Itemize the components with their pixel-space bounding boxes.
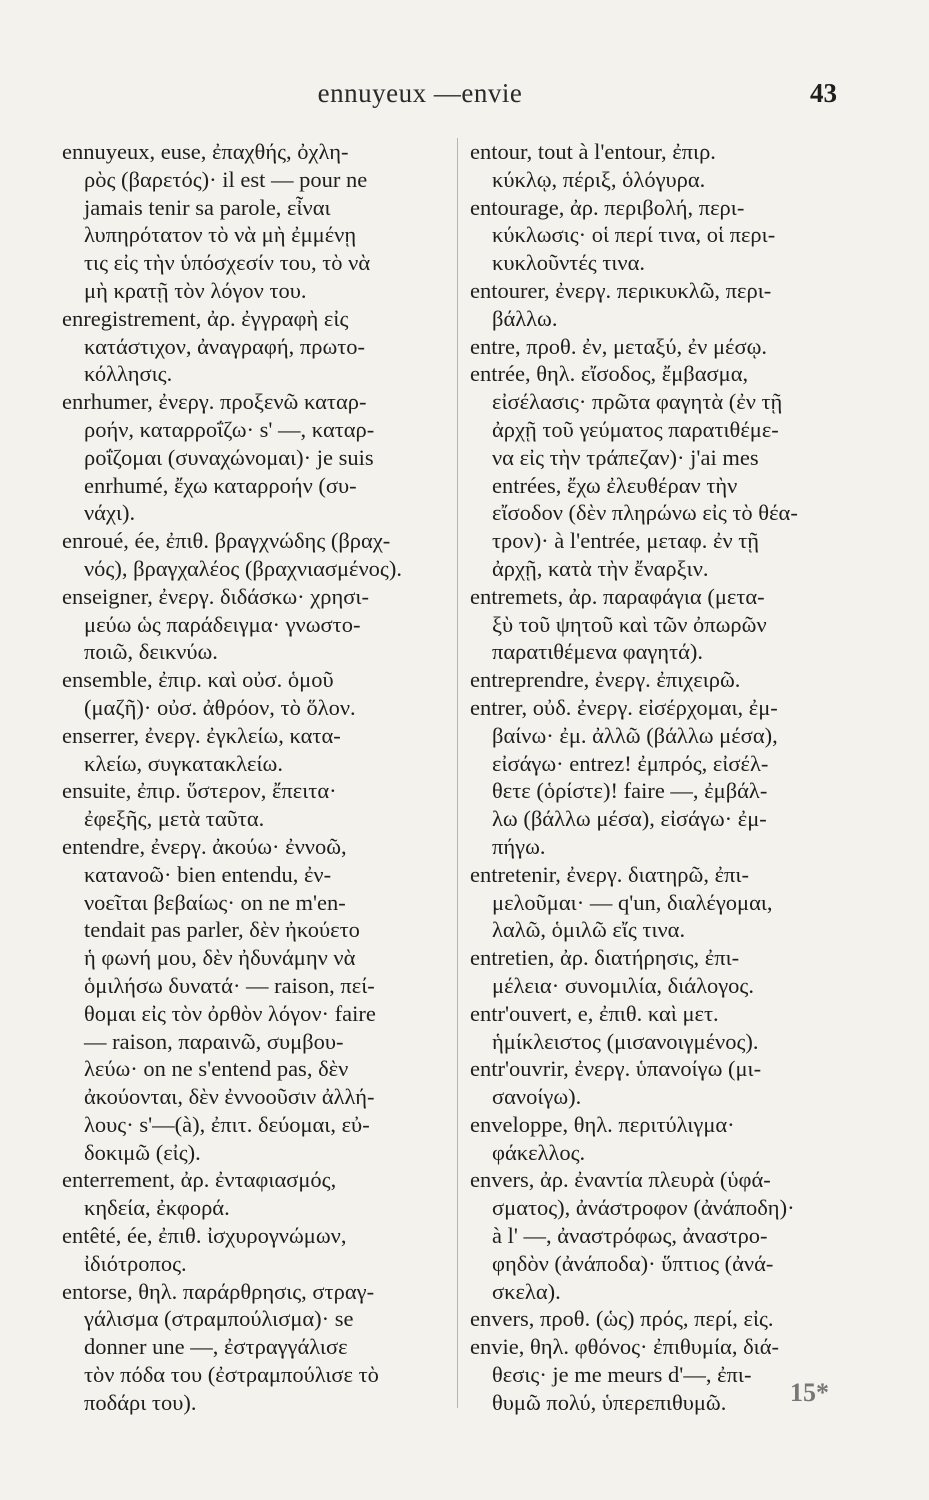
- entry-headword-line: enregistrement, ἀρ. ἐγγραφὴ εἰς: [62, 305, 349, 331]
- entry-continuation-line: ἡμίκλειστος (μισανοιγμένος).: [492, 1028, 759, 1054]
- entry-continuation-line: λεύω· on ne s'entend pas, δὲν: [84, 1056, 349, 1082]
- entry-continuation-line: donner une —, ἐστραγγάλισε: [84, 1334, 348, 1360]
- entry-continuation-line: θετε (ὁρίστε)! faire —, ἐμβάλ-: [492, 778, 768, 804]
- entry-headword-line: entêté, ée, ἐπιθ. ἰσχυρογνώμων,: [62, 1223, 347, 1249]
- entry-headword-line: entreprendre, ἐνεργ. ἐπιχειρῶ.: [470, 667, 741, 693]
- entry-continuation-line: ἡ φωνή μου, δὲν ἠδυνάμην νὰ: [84, 945, 356, 971]
- entry-continuation-line: λαλῶ, ὁμιλῶ εἴς τινα.: [492, 917, 686, 943]
- page-number: 43: [810, 78, 837, 108]
- entry-continuation-line: κύκλωσις· οἱ περί τινα, οἱ περι-: [492, 222, 776, 248]
- entry-continuation-line: νοεῖται βεβαίως· on ne m'en-: [84, 889, 346, 915]
- entry-headword-line: envie, θηλ. φθόνος· ἐπιθυμία, διά-: [470, 1334, 780, 1360]
- entry-continuation-line: ἀκούονται, δὲν ἐννοοῦσιν ἀλλή-: [84, 1084, 375, 1110]
- entry-headword-line: enseigner, ἐνεργ. διδάσκω· χρησι-: [62, 583, 369, 609]
- entry-continuation-line: σματος), ἀνάστροφον (ἀνάποδη)·: [492, 1195, 795, 1221]
- signature-mark: 15*: [790, 1378, 829, 1407]
- entry-continuation-line: μὴ κρατῇ τὸν λόγον του.: [84, 277, 307, 303]
- entry-headword-line: ennuyeux, euse, ἐπαχθής, ὀχλη-: [62, 139, 349, 164]
- entry-continuation-line: ἰδιότροπος.: [84, 1250, 187, 1276]
- entry-continuation-line: σανοίγω).: [492, 1084, 582, 1110]
- entry-continuation-line: τρον)· à l'entrée, μεταφ. ἐν τῇ: [492, 528, 760, 554]
- entry-continuation-line: φάκελλος.: [492, 1139, 586, 1165]
- entry-continuation-line: λω (βάλλω μέσα), εἰσάγω· ἐμ-: [492, 806, 767, 832]
- entry-continuation-line: κλείω, συγκατακλείω.: [84, 750, 283, 776]
- entry-continuation-line: ρὸς (βαρετός)· il est — pour ne: [84, 166, 368, 192]
- entry-headword-line: enrhumer, ἐνεργ. προξενῶ καταρ-: [62, 389, 367, 415]
- right-column: [470, 138, 862, 1417]
- entry-headword-line: entorse, θηλ. παράρθρησις, στραγ-: [62, 1278, 375, 1304]
- entry-continuation-line: εἴσοδον (δὲν πληρώνω εἰς τὸ θέα-: [492, 500, 798, 526]
- entry-continuation-line: βαίνω· ἐμ. ἀλλῶ (βάλλω μέσα),: [492, 722, 778, 748]
- column-divider: [457, 138, 458, 1408]
- entry-continuation-line: τὸν πόδα του (ἐστραμπούλισε τὸ: [84, 1362, 379, 1388]
- entry-continuation-line: μέλεια· συνομιλία, διάλογος.: [492, 972, 754, 998]
- entry-headword-line: entourage, ἀρ. περιβολή, περι-: [470, 194, 745, 220]
- entry-continuation-line: jamais tenir sa parole, εἶναι: [84, 194, 331, 220]
- entry-continuation-line: enrhumé, ἔχω καταρροήν (συ-: [84, 472, 357, 498]
- entry-continuation-line: θεσις· je me meurs d'—, ἐπι-: [492, 1362, 752, 1388]
- entry-continuation-line: ποδάρι του).: [84, 1389, 197, 1415]
- entry-headword-line: entrer, οὐδ. ἐνεργ. εἰσέρχομαι, ἐμ-: [470, 694, 778, 720]
- running-head: [0, 78, 929, 118]
- entry-continuation-line: τις εἰς τὴν ὑπόσχεσίν του, τὸ νὰ: [84, 250, 371, 276]
- entry-continuation-line: θομαι εἰς τὸν ὀρθὸν λόγον· faire: [84, 1000, 376, 1026]
- entry-continuation-line: κυκλοῦντές τινα.: [492, 250, 645, 276]
- entry-continuation-line: ποιῶ, δεικνύω.: [84, 639, 218, 665]
- entry-headword-line: entretien, ἀρ. διατήρησις, ἐπι-: [470, 945, 740, 971]
- entry-continuation-line: κατάστιχον, ἀναγραφή, πρωτο-: [84, 333, 366, 359]
- entry-continuation-line: ὁμιλήσω δυνατά· — raison, πεί-: [84, 972, 375, 998]
- entry-continuation-line: πήγω.: [492, 833, 546, 859]
- entry-continuation-line: να εἰς τὴν τράπεζαν)· j'ai mes: [492, 444, 759, 470]
- entry-continuation-line: εἰσάγω· entrez! ἐμπρός, εἰσέλ-: [492, 750, 769, 776]
- entry-continuation-line: ροήν, καταρροΐζω· s' —, καταρ-: [84, 416, 375, 442]
- entry-headword-line: entretenir, ἐνεργ. διατηρῶ, ἐπι-: [470, 861, 749, 887]
- entry-headword-line: entrée, θηλ. εἴσοδος, ἔμβασμα,: [470, 361, 749, 387]
- entry-headword-line: envers, ἀρ. ἐναντία πλευρὰ (ὑφά-: [470, 1167, 771, 1193]
- entry-continuation-line: κύκλῳ, πέριξ, ὁλόγυρα.: [492, 166, 706, 192]
- entry-headword-line: envers, προθ. (ὡς) πρός, περί, εἰς.: [470, 1306, 774, 1332]
- entry-continuation-line: κατανοῶ· bien entendu, ἐν-: [84, 861, 332, 887]
- entry-headword-line: entr'ouvrir, ἐνεργ. ὑπανοίγω (μι-: [470, 1056, 762, 1082]
- entry-continuation-line: ροΐζομαι (συναχώνομαι)· je suis: [84, 444, 374, 470]
- entry-continuation-line: ἀρχῇ τοῦ γεύματος παρατιθέμε-: [492, 416, 779, 442]
- entry-continuation-line: ξὺ τοῦ ψητοῦ καὶ τῶν ὀπωρῶν: [492, 611, 767, 637]
- entry-headword-line: enveloppe, θηλ. περιτύλιγμα·: [470, 1111, 735, 1137]
- entry-headword-line: entr'ouvert, e, ἐπιθ. καὶ μετ.: [470, 1000, 719, 1026]
- left-column: [62, 138, 452, 1417]
- entry-headword-line: ensemble, ἐπιρ. καὶ οὐσ. ὁμοῦ: [62, 667, 334, 693]
- entry-continuation-line: βάλλω.: [492, 305, 558, 331]
- entry-continuation-line: δοκιμῶ (εἰς).: [84, 1139, 201, 1165]
- entry-headword-line: ensuite, ἐπιρ. ὕστερον, ἔπειτα·: [62, 778, 337, 804]
- running-head-title: ennuyeux —envie: [317, 78, 523, 108]
- entry-continuation-line: ἐφεξῆς, μετὰ ταῦτα.: [84, 806, 265, 832]
- entry-continuation-line: (μαζῆ)· οὐσ. ἀθρόον, τὸ ὅλον.: [84, 694, 356, 720]
- entry-continuation-line: φηδὸν (ἀνάποδα)· ὕπτιος (ἀνά-: [492, 1250, 774, 1276]
- entry-continuation-line: σκελα).: [492, 1278, 561, 1304]
- entry-continuation-line: μεύω ὡς παράδειγμα· γνωστο-: [84, 611, 361, 637]
- entry-headword-line: entourer, ἐνεργ. περικυκλῶ, περι-: [470, 277, 772, 303]
- entry-continuation-line: παρατιθέμενα φαγητά).: [492, 639, 704, 665]
- entry-continuation-line: θυμῶ πολύ, ὑπερεπιθυμῶ.: [492, 1389, 727, 1415]
- entry-headword-line: enterrement, ἀρ. ἐνταφιασμός,: [62, 1167, 337, 1193]
- entry-continuation-line: à l' —, ἀναστρόφως, ἀναστρο-: [492, 1223, 768, 1249]
- entry-headword-line: enserrer, ἐνεργ. ἐγκλείω, κατα-: [62, 722, 341, 748]
- entry-headword-line: entendre, ἐνεργ. ἀκούω· ἐννοῶ,: [62, 833, 347, 859]
- entry-continuation-line: κηδεία, ἐκφορά.: [84, 1195, 230, 1221]
- entry-continuation-line: κόλλησις.: [84, 361, 173, 387]
- entry-continuation-line: λυπηρότατον τὸ νὰ μὴ ἐμμένῃ: [84, 222, 357, 248]
- entry-continuation-line: — raison, παραινῶ, συμβου-: [84, 1028, 344, 1054]
- entry-continuation-line: λους· s'—(à), ἐπιτ. δεύομαι, εὐ-: [84, 1111, 370, 1137]
- entry-continuation-line: μελοῦμαι· — q'un, διαλέγομαι,: [492, 889, 773, 915]
- entry-continuation-line: γάλισμα (στραμπούλισμα)· se: [84, 1306, 354, 1332]
- entry-continuation-line: tendait pas parler, δὲν ἠκούετο: [84, 917, 360, 943]
- entry-continuation-line: εἰσέλασις· πρῶτα φαγητὰ (ἐν τῇ: [492, 389, 783, 415]
- entry-headword-line: enroué, ée, ἐπιθ. βραγχνώδης (βραχ-: [62, 528, 391, 554]
- entry-continuation-line: νός), βραγχαλέος (βραχνιασμένος).: [84, 555, 402, 581]
- entry-continuation-line: entrées, ἔχω ἐλευθέραν τὴν: [492, 472, 738, 498]
- entry-continuation-line: νάχι).: [84, 500, 136, 526]
- entry-headword-line: entre, προθ. ἐν, μεταξύ, ἐν μέσῳ.: [470, 333, 768, 359]
- entry-headword-line: entour, tout à l'entour, ἐπιρ.: [470, 139, 716, 164]
- entry-headword-line: entremets, ἀρ. παραφάγια (μετα-: [470, 583, 765, 609]
- entry-continuation-line: ἀρχῇ, κατὰ τὴν ἔναρξιν.: [492, 555, 709, 581]
